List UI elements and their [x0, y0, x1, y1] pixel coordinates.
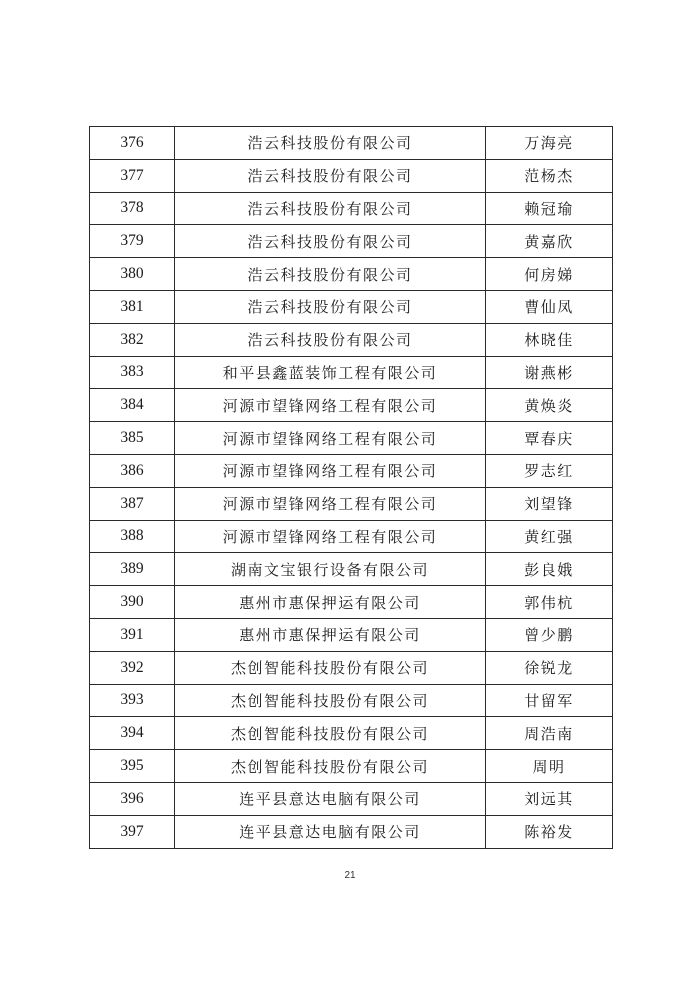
roster-table [89, 126, 613, 849]
roster-table-body [90, 127, 613, 849]
row-number-cell: 394 [90, 717, 175, 750]
table-row [90, 454, 613, 487]
table-row [90, 586, 613, 619]
row-number-cell: 389 [90, 553, 175, 586]
table-row [90, 159, 613, 192]
row-number-cell: 376 [90, 127, 175, 160]
company-cell: 杰创智能科技股份有限公司 [175, 651, 486, 684]
person-name-cell: 刘望锋 [486, 487, 613, 520]
table-row [90, 487, 613, 520]
table-row [90, 225, 613, 258]
person-name-cell: 彭良娥 [486, 553, 613, 586]
company-cell: 河源市望锋网络工程有限公司 [175, 520, 486, 553]
person-name-cell: 万海亮 [486, 127, 613, 160]
company-cell: 杰创智能科技股份有限公司 [175, 717, 486, 750]
person-name-cell: 周明 [486, 750, 613, 783]
row-number-cell: 388 [90, 520, 175, 553]
company-cell: 浩云科技股份有限公司 [175, 225, 486, 258]
company-cell: 浩云科技股份有限公司 [175, 323, 486, 356]
person-name-cell: 曹仙凤 [486, 290, 613, 323]
company-cell: 河源市望锋网络工程有限公司 [175, 422, 486, 455]
row-number-cell: 384 [90, 389, 175, 422]
table-row [90, 717, 613, 750]
company-cell: 浩云科技股份有限公司 [175, 192, 486, 225]
row-number-cell: 397 [90, 815, 175, 848]
table-row [90, 323, 613, 356]
table-row [90, 750, 613, 783]
table-row [90, 651, 613, 684]
table-row [90, 815, 613, 848]
person-name-cell: 罗志红 [486, 454, 613, 487]
table-row [90, 684, 613, 717]
company-cell: 浩云科技股份有限公司 [175, 159, 486, 192]
person-name-cell: 覃春庆 [486, 422, 613, 455]
company-cell: 和平县鑫蓝装饰工程有限公司 [175, 356, 486, 389]
person-name-cell: 甘留军 [486, 684, 613, 717]
person-name-cell: 谢燕彬 [486, 356, 613, 389]
row-number-cell: 378 [90, 192, 175, 225]
person-name-cell: 曾少鹏 [486, 618, 613, 651]
person-name-cell: 赖冠瑜 [486, 192, 613, 225]
company-cell: 杰创智能科技股份有限公司 [175, 750, 486, 783]
company-cell: 浩云科技股份有限公司 [175, 290, 486, 323]
row-number-cell: 377 [90, 159, 175, 192]
row-number-cell: 390 [90, 586, 175, 619]
table-row [90, 290, 613, 323]
row-number-cell: 379 [90, 225, 175, 258]
table-row [90, 553, 613, 586]
row-number-cell: 380 [90, 258, 175, 291]
person-name-cell: 何房娣 [486, 258, 613, 291]
person-name-cell: 林晓佳 [486, 323, 613, 356]
company-cell: 河源市望锋网络工程有限公司 [175, 487, 486, 520]
person-name-cell: 范杨杰 [486, 159, 613, 192]
table-row [90, 192, 613, 225]
page-number: 21 [344, 870, 356, 881]
row-number-cell: 382 [90, 323, 175, 356]
person-name-cell: 黄红强 [486, 520, 613, 553]
company-cell: 浩云科技股份有限公司 [175, 127, 486, 160]
company-cell: 湖南文宝银行设备有限公司 [175, 553, 486, 586]
table-row [90, 782, 613, 815]
row-number-cell: 385 [90, 422, 175, 455]
company-cell: 惠州市惠保押运有限公司 [175, 618, 486, 651]
company-cell: 连平县意达电脑有限公司 [175, 782, 486, 815]
row-number-cell: 381 [90, 290, 175, 323]
person-name-cell: 周浩南 [486, 717, 613, 750]
person-name-cell: 徐锐龙 [486, 651, 613, 684]
table-row [90, 422, 613, 455]
row-number-cell: 386 [90, 454, 175, 487]
row-number-cell: 393 [90, 684, 175, 717]
person-name-cell: 黄焕炎 [486, 389, 613, 422]
table-row [90, 127, 613, 160]
person-name-cell: 刘远其 [486, 782, 613, 815]
table-row [90, 618, 613, 651]
company-cell: 连平县意达电脑有限公司 [175, 815, 486, 848]
company-cell: 河源市望锋网络工程有限公司 [175, 389, 486, 422]
table-row [90, 258, 613, 291]
row-number-cell: 387 [90, 487, 175, 520]
company-cell: 浩云科技股份有限公司 [175, 258, 486, 291]
table-row [90, 356, 613, 389]
row-number-cell: 391 [90, 618, 175, 651]
row-number-cell: 396 [90, 782, 175, 815]
company-cell: 杰创智能科技股份有限公司 [175, 684, 486, 717]
person-name-cell: 陈裕发 [486, 815, 613, 848]
person-name-cell: 黄嘉欣 [486, 225, 613, 258]
company-cell: 河源市望锋网络工程有限公司 [175, 454, 486, 487]
row-number-cell: 395 [90, 750, 175, 783]
person-name-cell: 郭伟杭 [486, 586, 613, 619]
row-number-cell: 392 [90, 651, 175, 684]
company-cell: 惠州市惠保押运有限公司 [175, 586, 486, 619]
row-number-cell: 383 [90, 356, 175, 389]
table-row [90, 520, 613, 553]
table-row [90, 389, 613, 422]
